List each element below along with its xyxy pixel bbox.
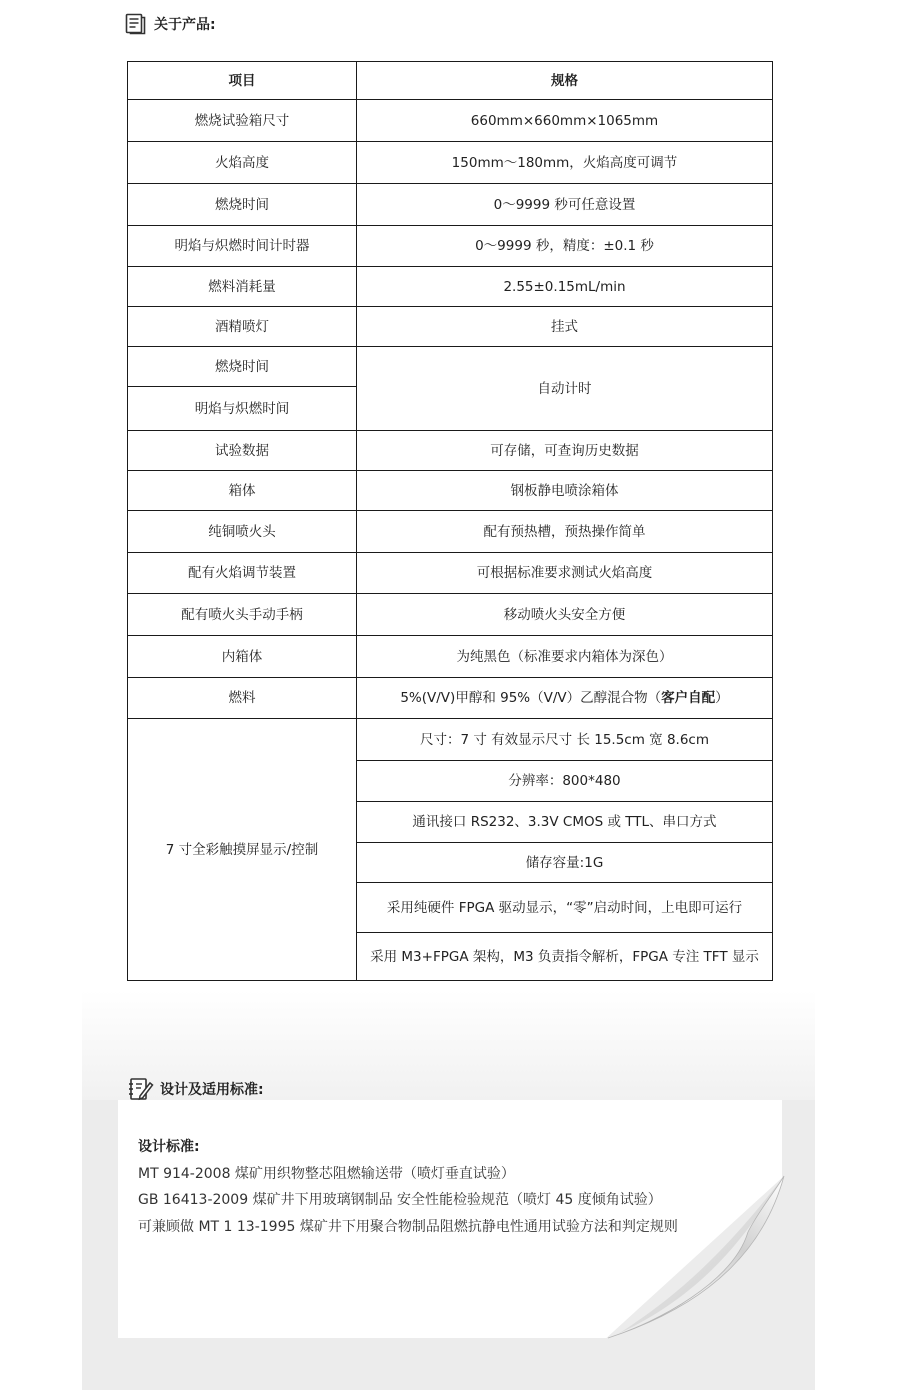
row-label: 配有喷火头手动手柄: [128, 594, 357, 636]
row-label: 纯铜喷火头: [128, 511, 357, 553]
table-row: [128, 267, 773, 307]
standard-line: MT 914-2008 煤矿用织物整芯阻燃输送带（喷灯垂直试验）: [138, 1165, 515, 1182]
product-section-title: 关于产品:: [154, 17, 216, 33]
table-row: [128, 142, 773, 184]
row-value: 可存储，可查询历史数据: [357, 431, 773, 471]
table-row: [128, 307, 773, 347]
row-value: 0～9999 秒，精度：±0.1 秒: [357, 226, 773, 267]
row-value: 为纯黑色（标准要求内箱体为深色）: [357, 636, 773, 678]
table-row: [128, 511, 773, 553]
table-row: [128, 594, 773, 636]
header-spec: 规格: [357, 62, 773, 100]
row-value: 0～9999 秒可任意设置: [357, 184, 773, 226]
checklist-edit-icon: [128, 1076, 154, 1102]
table-row: [128, 184, 773, 226]
fuel-value: [357, 678, 773, 719]
table-row: [128, 431, 773, 471]
standards-section-title: 设计及适用标准:: [160, 1082, 264, 1098]
display-value: 尺寸：7 寸 有效显示尺寸 长 15.5cm 宽 8.6cm: [357, 719, 773, 761]
row-label: 内箱体: [128, 636, 357, 678]
table-row: [128, 719, 773, 761]
row-label: 燃料: [128, 678, 357, 719]
row-label: 酒精喷灯: [128, 307, 357, 347]
row-value: 钢板静电喷涂箱体: [357, 471, 773, 511]
standard-line: GB 16413-2009 煤矿井下用玻璃钢制品 安全性能检验规范（喷灯 45 度倾角试验）: [138, 1192, 662, 1208]
row-label: 试验数据: [128, 431, 357, 471]
header-item: 项目: [128, 62, 357, 100]
row-value: 挂式: [357, 307, 773, 347]
table-row: [128, 347, 773, 387]
table-row: [128, 678, 773, 719]
merged-row-value: 自动计时: [357, 347, 773, 431]
row-label: 箱体: [128, 471, 357, 511]
fuel-value-suffix: ）: [715, 690, 729, 706]
page-curl-decoration: [598, 1172, 788, 1342]
product-section-header: [124, 12, 216, 36]
row-label: 明焰与炽燃时间计时器: [128, 226, 357, 267]
table-row: [128, 636, 773, 678]
row-label: 燃烧时间: [128, 347, 357, 387]
row-value: 配有预热槽，预热操作简单: [357, 511, 773, 553]
fuel-value-bold: 客户自配: [661, 690, 716, 706]
table-row: [128, 553, 773, 594]
display-value: 采用纯硬件 FPGA 驱动显示，“零”启动时间，上电即可运行: [357, 883, 773, 933]
row-label: 燃烧时间: [128, 184, 357, 226]
table-header-row: [128, 62, 773, 100]
display-value: 分辨率：800*480: [357, 761, 773, 802]
display-value: 储存容量:1G: [357, 843, 773, 883]
standards-subtitle: 设计标准:: [138, 1139, 200, 1155]
standard-line: 可兼顾做 MT 1 13-1995 煤矿井下用聚合物制品阻燃抗静电性通用试验方法和判定规则: [138, 1218, 678, 1235]
row-label: 燃烧试验箱尺寸: [128, 100, 357, 142]
standards-section-header: [128, 1076, 264, 1102]
row-label: 配有火焰调节装置: [128, 553, 357, 594]
fuel-value-prefix: 5%(V/V)甲醇和 95%（V/V）乙醇混合物（: [400, 690, 662, 706]
display-value: 采用 M3+FPGA 架构，M3 负责指令解析，FPGA 专注 TFT 显示: [357, 933, 773, 981]
row-value: 移动喷火头安全方便: [357, 594, 773, 636]
row-value: 660mm×660mm×1065mm: [357, 100, 773, 142]
table-row: [128, 471, 773, 511]
row-label: 火焰高度: [128, 142, 357, 184]
table-row: [128, 226, 773, 267]
row-value: 2.55±0.15mL/min: [357, 267, 773, 307]
row-label: 明焰与炽燃时间: [128, 387, 357, 431]
display-group-label: 7 寸全彩触摸屏显示/控制: [128, 719, 357, 981]
row-label: 燃料消耗量: [128, 267, 357, 307]
spec-table: [127, 61, 773, 981]
row-value: 可根据标准要求测试火焰高度: [357, 553, 773, 594]
row-value: 150mm～180mm，火焰高度可调节: [357, 142, 773, 184]
display-value: 通讯接口 RS232、3.3V CMOS 或 TTL、串口方式: [357, 802, 773, 843]
table-row: [128, 100, 773, 142]
document-list-icon: [124, 12, 148, 36]
